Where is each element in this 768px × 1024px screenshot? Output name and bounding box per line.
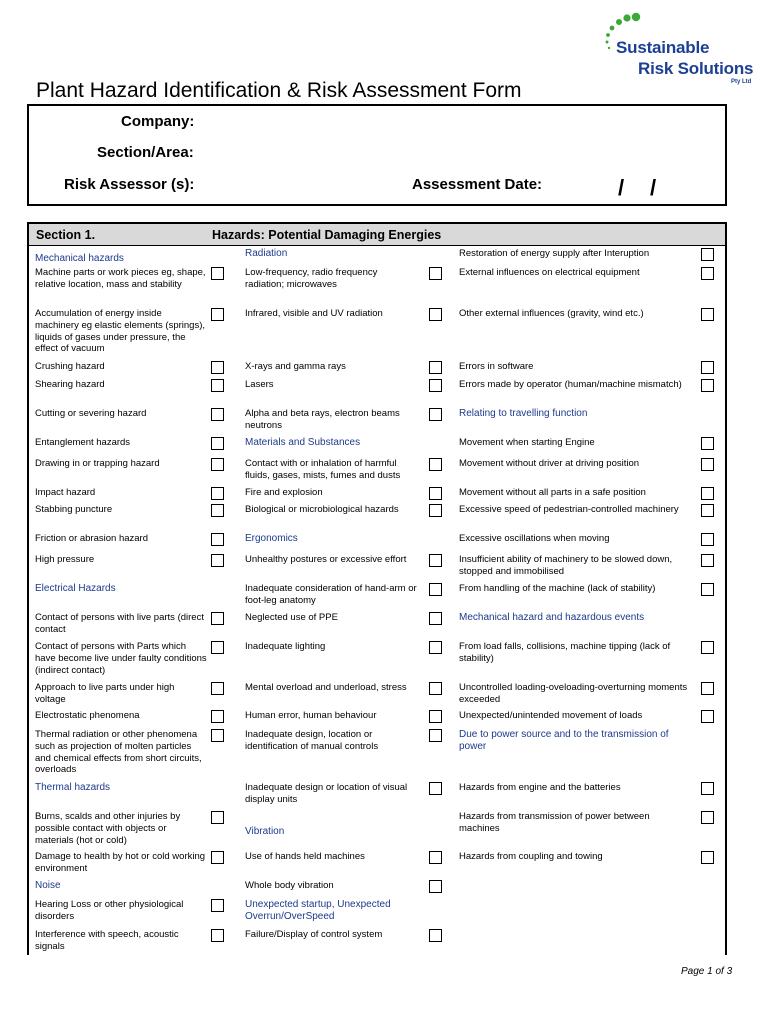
hazard-label-interference-with-speech-acoustic-signal: Interference with speech, acoustic signals [35, 929, 179, 952]
hazard-checkbox-impact-hazard[interactable] [211, 487, 224, 500]
hazard-label-excessive-oscillations-when-moving: Excessive oscillations when moving [459, 533, 610, 544]
hazard-label-stabbing-puncture: Stabbing puncture [35, 504, 113, 515]
hazard-label-external-influences-on-electrical-equipm: External influences on electrical equipment [459, 267, 640, 278]
hazard-label-mental-overload-and-underload-stress: Mental overload and underload, stress [245, 682, 407, 693]
hazard-checkbox-neglected-use-of-ppe[interactable] [429, 612, 442, 625]
date-separator: / [650, 175, 657, 200]
hazard-checkbox-movement-without-all-parts-in-a-safe-pos[interactable] [701, 487, 714, 500]
hazard-checkbox-human-error-human-behaviour[interactable] [429, 710, 442, 723]
hazard-checkbox-cutting-or-severing-hazard[interactable] [211, 408, 224, 421]
hazard-checkbox-inadequate-design-location-or-identifica[interactable] [429, 729, 442, 742]
category-heading-electrical-hazards: Electrical Hazards [35, 583, 116, 594]
page-title: Plant Hazard Identification & Risk Assessment Form [36, 79, 522, 102]
hazard-label-shearing-hazard: Shearing hazard [35, 379, 105, 390]
hazard-label-errors-in-software: Errors in software [459, 361, 534, 372]
section-title: Hazards: Potential Damaging Energies [212, 228, 442, 242]
hazard-checkbox-contact-of-persons-with-parts-which-have[interactable] [211, 641, 224, 654]
hazard-label-human-error-human-behaviour: Human error, human behaviour [245, 710, 377, 721]
hazard-label-from-load-falls-collisions-machine-tippi: From load falls, collisions, machine tipping (lack of stability) [459, 641, 671, 664]
hazard-checkbox-use-of-hands-held-machines[interactable] [429, 851, 442, 864]
hazard-label-inadequate-consideration-of-hand-arm-or-: Inadequate consideration of hand-arm or foot-leg anatomy [245, 583, 417, 606]
hazard-checkbox-infrared-visible-and-uv-radiation[interactable] [429, 308, 442, 321]
hazard-checkbox-low-frequency-radio-frequency-radiation-[interactable] [429, 267, 442, 280]
hazard-label-contact-of-persons-with-parts-which-have: Contact of persons with Parts which have become live under faulty conditions (indirect contact) [35, 641, 207, 676]
hazard-label-use-of-hands-held-machines: Use of hands held machines [245, 851, 365, 862]
assessment-date-label: Assessment Date: [412, 176, 543, 193]
logo-text-pty-ltd: Pty Ltd [731, 79, 752, 85]
hazard-checkbox-hazards-from-coupling-and-towing[interactable] [701, 851, 714, 864]
hazard-label-alpha-and-beta-rays-electron-beams-neutr: Alpha and beta rays, electron beams neutrons [245, 408, 400, 431]
hazard-label-thermal-radiation-or-other-phenomena-suc: Thermal radiation or other phenomena such as projection of molten particles and chemical effects from short circuits, overloads [35, 729, 202, 776]
assessment-header-box [27, 104, 727, 206]
date-separator: / [618, 175, 625, 200]
hazard-checkbox-from-handling-of-the-machine-lack-of-sta[interactable] [701, 583, 714, 596]
hazard-label-low-frequency-radio-frequency-radiation-: Low-frequency, radio frequency radiation; microwaves [245, 267, 378, 290]
hazard-checkbox-contact-with-or-inhalation-of-harmful-fl[interactable] [429, 458, 442, 471]
hazard-label-errors-made-by-operator-human-machine-mi: Errors made by operator (human/machine mismatch) [459, 379, 682, 390]
hazard-label-from-handling-of-the-machine-lack-of-sta: From handling of the machine (lack of stability) [459, 583, 656, 594]
hazard-checkbox-hazards-from-engine-and-the-batteries[interactable] [701, 782, 714, 795]
hazard-checkbox-lasers[interactable] [429, 379, 442, 392]
category-heading-due-to-power-source-and-to-the-transmiss: Due to power source and to the transmission of power [459, 729, 669, 752]
hazard-label-x-rays-and-gamma-rays: X-rays and gamma rays [245, 361, 346, 372]
company-label: Company: [121, 113, 195, 130]
category-heading-unexpected-startup-unexpected-overrun-ov: Unexpected startup, Unexpected Overrun/OverSpeed [245, 899, 391, 922]
hazard-checkbox-hazards-from-transmission-of-power-betwe[interactable] [701, 811, 714, 824]
section-area-label: Section/Area: [97, 144, 194, 161]
hazard-label-movement-when-starting-engine: Movement when starting Engine [459, 437, 595, 448]
hazard-checkbox-external-influences-on-electrical-equipm[interactable] [701, 267, 714, 280]
hazard-label-entanglement-hazards: Entanglement hazards [35, 437, 131, 448]
category-heading-thermal-hazards: Thermal hazards [35, 782, 111, 793]
hazard-checkbox-unhealthy-postures-or-excessive-effort[interactable] [429, 554, 442, 567]
hazard-label-hearing-loss-or-other-physiological-diso: Hearing Loss or other physiological disorders [35, 899, 184, 922]
hazard-label-biological-or-microbiological-hazards: Biological or microbiological hazards [245, 504, 399, 515]
hazard-checkbox-high-pressure[interactable] [211, 554, 224, 567]
hazard-label-inadequate-design-location-or-identifica: Inadequate design, location or identification of manual controls [245, 729, 379, 752]
hazard-label-neglected-use-of-ppe: Neglected use of PPE [245, 612, 338, 623]
category-heading-radiation: Radiation [245, 248, 288, 259]
hazard-checkbox-hearing-loss-or-other-physiological-diso[interactable] [211, 899, 224, 912]
hazard-checkbox-restoration-of-energy-supply-after-inter[interactable] [701, 248, 714, 261]
hazard-label-hazards-from-transmission-of-power-betwe: Hazards from transmission of power between machines [459, 811, 650, 834]
hazard-label-whole-body-vibration: Whole body vibration [245, 880, 334, 891]
hazard-checkbox-drawing-in-or-trapping-hazard[interactable] [211, 458, 224, 471]
hazard-label-infrared-visible-and-uv-radiation: Infrared, visible and UV radiation [245, 308, 383, 319]
hazard-label-cutting-or-severing-hazard: Cutting or severing hazard [35, 408, 147, 419]
hazard-label-insufficient-ability-of-machinery-to-be-: Insufficient ability of machinery to be slowed down, stopped and immobilised [459, 554, 673, 577]
logo-text-sustainable: Sustainable [616, 38, 710, 57]
hazard-checkbox-fire-and-explosion[interactable] [429, 487, 442, 500]
hazard-checkbox-shearing-hazard[interactable] [211, 379, 224, 392]
hazard-checkbox-errors-in-software[interactable] [701, 361, 714, 374]
hazard-label-excessive-speed-of-pedestrian-controlled: Excessive speed of pedestrian-controlled machinery [459, 504, 679, 515]
hazard-checkbox-inadequate-consideration-of-hand-arm-or-[interactable] [429, 583, 442, 596]
hazard-checkbox-inadequate-lighting[interactable] [429, 641, 442, 654]
hazard-checkbox-other-external-influences-gravity-wind-e[interactable] [701, 308, 714, 321]
hazard-checkbox-approach-to-live-parts-under-high-voltag[interactable] [211, 682, 224, 695]
hazard-label-crushing-hazard: Crushing hazard [35, 361, 105, 372]
hazard-checkbox-friction-or-abrasion-hazard[interactable] [211, 533, 224, 546]
hazard-label-contact-of-persons-with-live-parts-direc: Contact of persons with live parts (direct contact [35, 612, 204, 635]
hazard-label-failure-display-of-control-system: Failure/Display of control system [245, 929, 383, 940]
hazard-label-other-external-influences-gravity-wind-e: Other external influences (gravity, wind etc.) [459, 308, 644, 319]
page-number: Page 1 of 3 [681, 966, 733, 977]
hazard-checkbox-electrostatic-phenomena[interactable] [211, 710, 224, 723]
category-heading-ergonomics: Ergonomics [245, 533, 298, 544]
hazard-label-movement-without-all-parts-in-a-safe-pos: Movement without all parts in a safe position [459, 487, 646, 498]
hazard-label-uncontrolled-loading-oveloading-overturn: Uncontrolled loading-oveloading-overturning moments exceeded [459, 682, 688, 705]
hazard-checkbox-machine-parts-or-work-pieces-eg-shape-re[interactable] [211, 267, 224, 280]
logo-text-risk-solutions: Risk Solutions [638, 59, 754, 78]
hazard-checkbox-errors-made-by-operator-human-machine-mi[interactable] [701, 379, 714, 392]
hazard-checkbox-damage-to-health-by-hot-or-cold-working-[interactable] [211, 851, 224, 864]
hazard-label-fire-and-explosion: Fire and explosion [245, 487, 323, 498]
hazard-checkbox-thermal-radiation-or-other-phenomena-suc[interactable] [211, 729, 224, 742]
hazard-checkbox-uncontrolled-loading-oveloading-overturn[interactable] [701, 682, 714, 695]
risk-assessor-label: Risk Assessor (s): [64, 176, 195, 193]
hazard-label-friction-or-abrasion-hazard: Friction or abrasion hazard [35, 533, 148, 544]
hazard-label-impact-hazard: Impact hazard [35, 487, 96, 498]
hazard-checkbox-from-load-falls-collisions-machine-tippi[interactable] [701, 641, 714, 654]
category-heading-mechanical-hazards: Mechanical hazards [35, 253, 124, 264]
hazard-checkbox-insufficient-ability-of-machinery-to-be-[interactable] [701, 554, 714, 567]
hazard-checkbox-entanglement-hazards[interactable] [211, 437, 224, 450]
hazard-label-drawing-in-or-trapping-hazard: Drawing in or trapping hazard [35, 458, 160, 469]
hazard-label-inadequate-lighting: Inadequate lighting [245, 641, 326, 652]
hazard-label-hazards-from-engine-and-the-batteries: Hazards from engine and the batteries [459, 782, 621, 793]
hazard-checkbox-excessive-oscillations-when-moving[interactable] [701, 533, 714, 546]
hazard-label-approach-to-live-parts-under-high-voltag: Approach to live parts under high voltage [35, 682, 175, 705]
hazard-label-damage-to-health-by-hot-or-cold-working-: Damage to health by hot or cold working environment [35, 851, 206, 874]
hazard-checkbox-burns-scalds-and-other-injuries-by-possi[interactable] [211, 811, 224, 824]
hazard-checkbox-x-rays-and-gamma-rays[interactable] [429, 361, 442, 374]
hazard-label-machine-parts-or-work-pieces-eg-shape-re: Machine parts or work pieces eg, shape, relative location, mass and stability [35, 267, 206, 290]
category-heading-noise: Noise [35, 880, 61, 891]
hazard-checkbox-inadequate-design-or-location-of-visual-[interactable] [429, 782, 442, 795]
hazard-label-burns-scalds-and-other-injuries-by-possi: Burns, scalds and other injuries by possible contact with objects or materials (hot or cold) [35, 811, 181, 846]
hazard-label-unexpected-unintended-movement-of-loads: Unexpected/unintended movement of loads [459, 710, 643, 721]
hazard-label-restoration-of-energy-supply-after-inter: Restoration of energy supply after Interuption [459, 248, 650, 259]
category-heading-materials-and-substances: Materials and Substances [245, 437, 361, 448]
hazard-label-lasers: Lasers [245, 379, 274, 390]
hazard-checkbox-interference-with-speech-acoustic-signal[interactable] [211, 929, 224, 942]
hazard-checkbox-stabbing-puncture[interactable] [211, 504, 224, 517]
hazard-label-hazards-from-coupling-and-towing: Hazards from coupling and towing [459, 851, 603, 862]
hazard-label-movement-without-driver-at-driving-posit: Movement without driver at driving position [459, 458, 640, 469]
hazard-checkbox-crushing-hazard[interactable] [211, 361, 224, 374]
hazard-label-inadequate-design-or-location-of-visual-: Inadequate design or location of visual display units [245, 782, 408, 805]
hazard-checkbox-alpha-and-beta-rays-electron-beams-neutr[interactable] [429, 408, 442, 421]
hazard-label-contact-with-or-inhalation-of-harmful-fl: Contact with or inhalation of harmful fluids, gases, mists, fumes and dusts [245, 458, 401, 481]
hazard-checkbox-whole-body-vibration[interactable] [429, 880, 442, 893]
hazard-checkbox-unexpected-unintended-movement-of-loads[interactable] [701, 710, 714, 723]
category-heading-mechanical-hazard-and-hazardous-events: Mechanical hazard and hazardous events [459, 612, 645, 623]
hazard-label-unhealthy-postures-or-excessive-effort: Unhealthy postures or excessive effort [245, 554, 407, 565]
category-heading-relating-to-travelling-function: Relating to travelling function [459, 408, 588, 419]
hazard-checkbox-movement-when-starting-engine[interactable] [701, 437, 714, 450]
category-heading-vibration: Vibration [245, 826, 285, 837]
section-number: Section 1. [36, 228, 96, 242]
hazard-checkbox-biological-or-microbiological-hazards[interactable] [429, 504, 442, 517]
hazard-checkbox-movement-without-driver-at-driving-posit[interactable] [701, 458, 714, 471]
hazard-checkbox-mental-overload-and-underload-stress[interactable] [429, 682, 442, 695]
hazard-label-high-pressure: High pressure [35, 554, 95, 565]
hazard-label-electrostatic-phenomena: Electrostatic phenomena [35, 710, 140, 721]
hazard-checkbox-accumulation-of-energy-inside-machinery-[interactable] [211, 308, 224, 321]
hazard-checkbox-contact-of-persons-with-live-parts-direc[interactable] [211, 612, 224, 625]
hazard-checkbox-excessive-speed-of-pedestrian-controlled[interactable] [701, 504, 714, 517]
hazard-label-accumulation-of-energy-inside-machinery-: Accumulation of energy inside machinery eg elastic elements (springs), liquids of gases under pressure, the effect of vacuum [35, 308, 206, 355]
section-header [29, 224, 725, 246]
hazard-checkbox-failure-display-of-control-system[interactable] [429, 929, 442, 942]
company-logo [600, 8, 760, 85]
